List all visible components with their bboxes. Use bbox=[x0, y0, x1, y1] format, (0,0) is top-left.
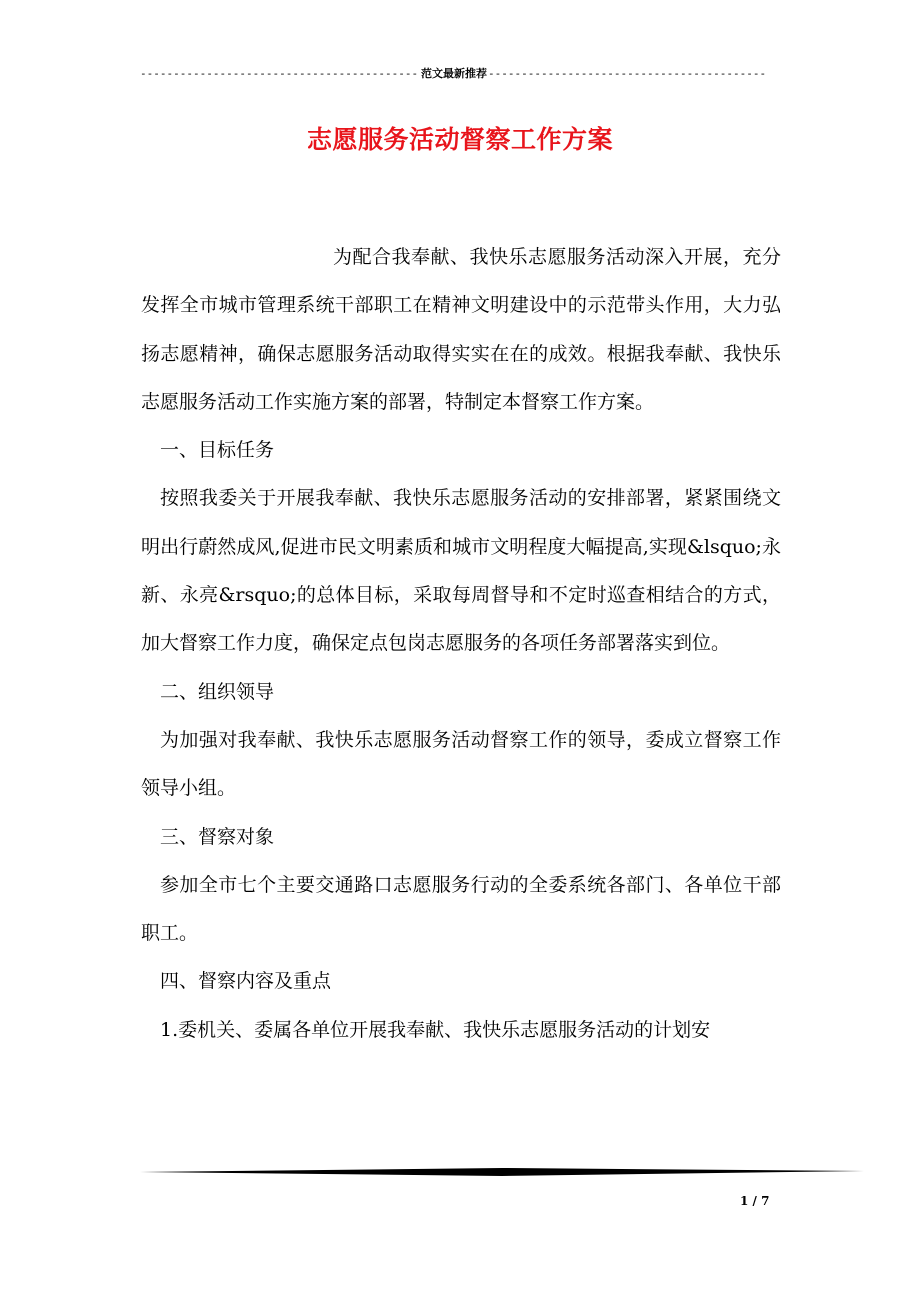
header-banner bbox=[140, 66, 768, 82]
intro-paragraph: 为配合我奉献、我快乐志愿服务活动深入开展，充分发挥全市城市管理系统干部职工在精神文明建设中的示范带头作用，大力弘扬志愿精神，确保志愿服务活动取得实实在在的成效。根据我奉献、我快乐志愿服务活动工作实施方案的部署，特制定本督察工作方案。 bbox=[141, 246, 781, 413]
header-dash-right bbox=[488, 66, 768, 82]
page-number: 1 / 7 bbox=[740, 1194, 770, 1208]
section-heading-1: 一、目标任务 bbox=[160, 439, 275, 462]
section-heading-2: 二、组织领导 bbox=[160, 680, 275, 703]
section-paragraph-3: 参加全市七个主要交通路口志愿服务行动的全委系统各部门、各单位干部职工。 bbox=[141, 873, 781, 945]
section-heading-3: 三、督察对象 bbox=[160, 825, 275, 848]
header-label: 范文最新推荐 bbox=[421, 67, 487, 80]
header-dash-left bbox=[140, 66, 420, 82]
section-paragraph-4: 1.委机关、委属各单位开展我奉献、我快乐志愿服务活动的计划安 bbox=[160, 1018, 711, 1041]
section-paragraph-2: 为加强对我奉献、我快乐志愿服务活动督察工作的领导，委成立督察工作领导小组。 bbox=[141, 728, 781, 800]
section-paragraph-1: 按照我委关于开展我奉献、我快乐志愿服务活动的安排部署，紧紧围绕文明出行蔚然成风,促进市民文明素质和城市文明程度大幅提高,实现&lsquo;永新、永亮&rsquo;的总体目标，采取每周督导和不定时巡查相结合的方式，加大督察工作力度，确保定点包岗志愿服务的各项任务部署落实到位。 bbox=[141, 487, 781, 655]
document-title: 志愿服务活动督察工作方案 bbox=[306, 125, 613, 154]
section-heading-4: 四、督察内容及重点 bbox=[160, 970, 332, 993]
footer-divider bbox=[140, 1165, 864, 1179]
document-body bbox=[141, 233, 781, 1054]
